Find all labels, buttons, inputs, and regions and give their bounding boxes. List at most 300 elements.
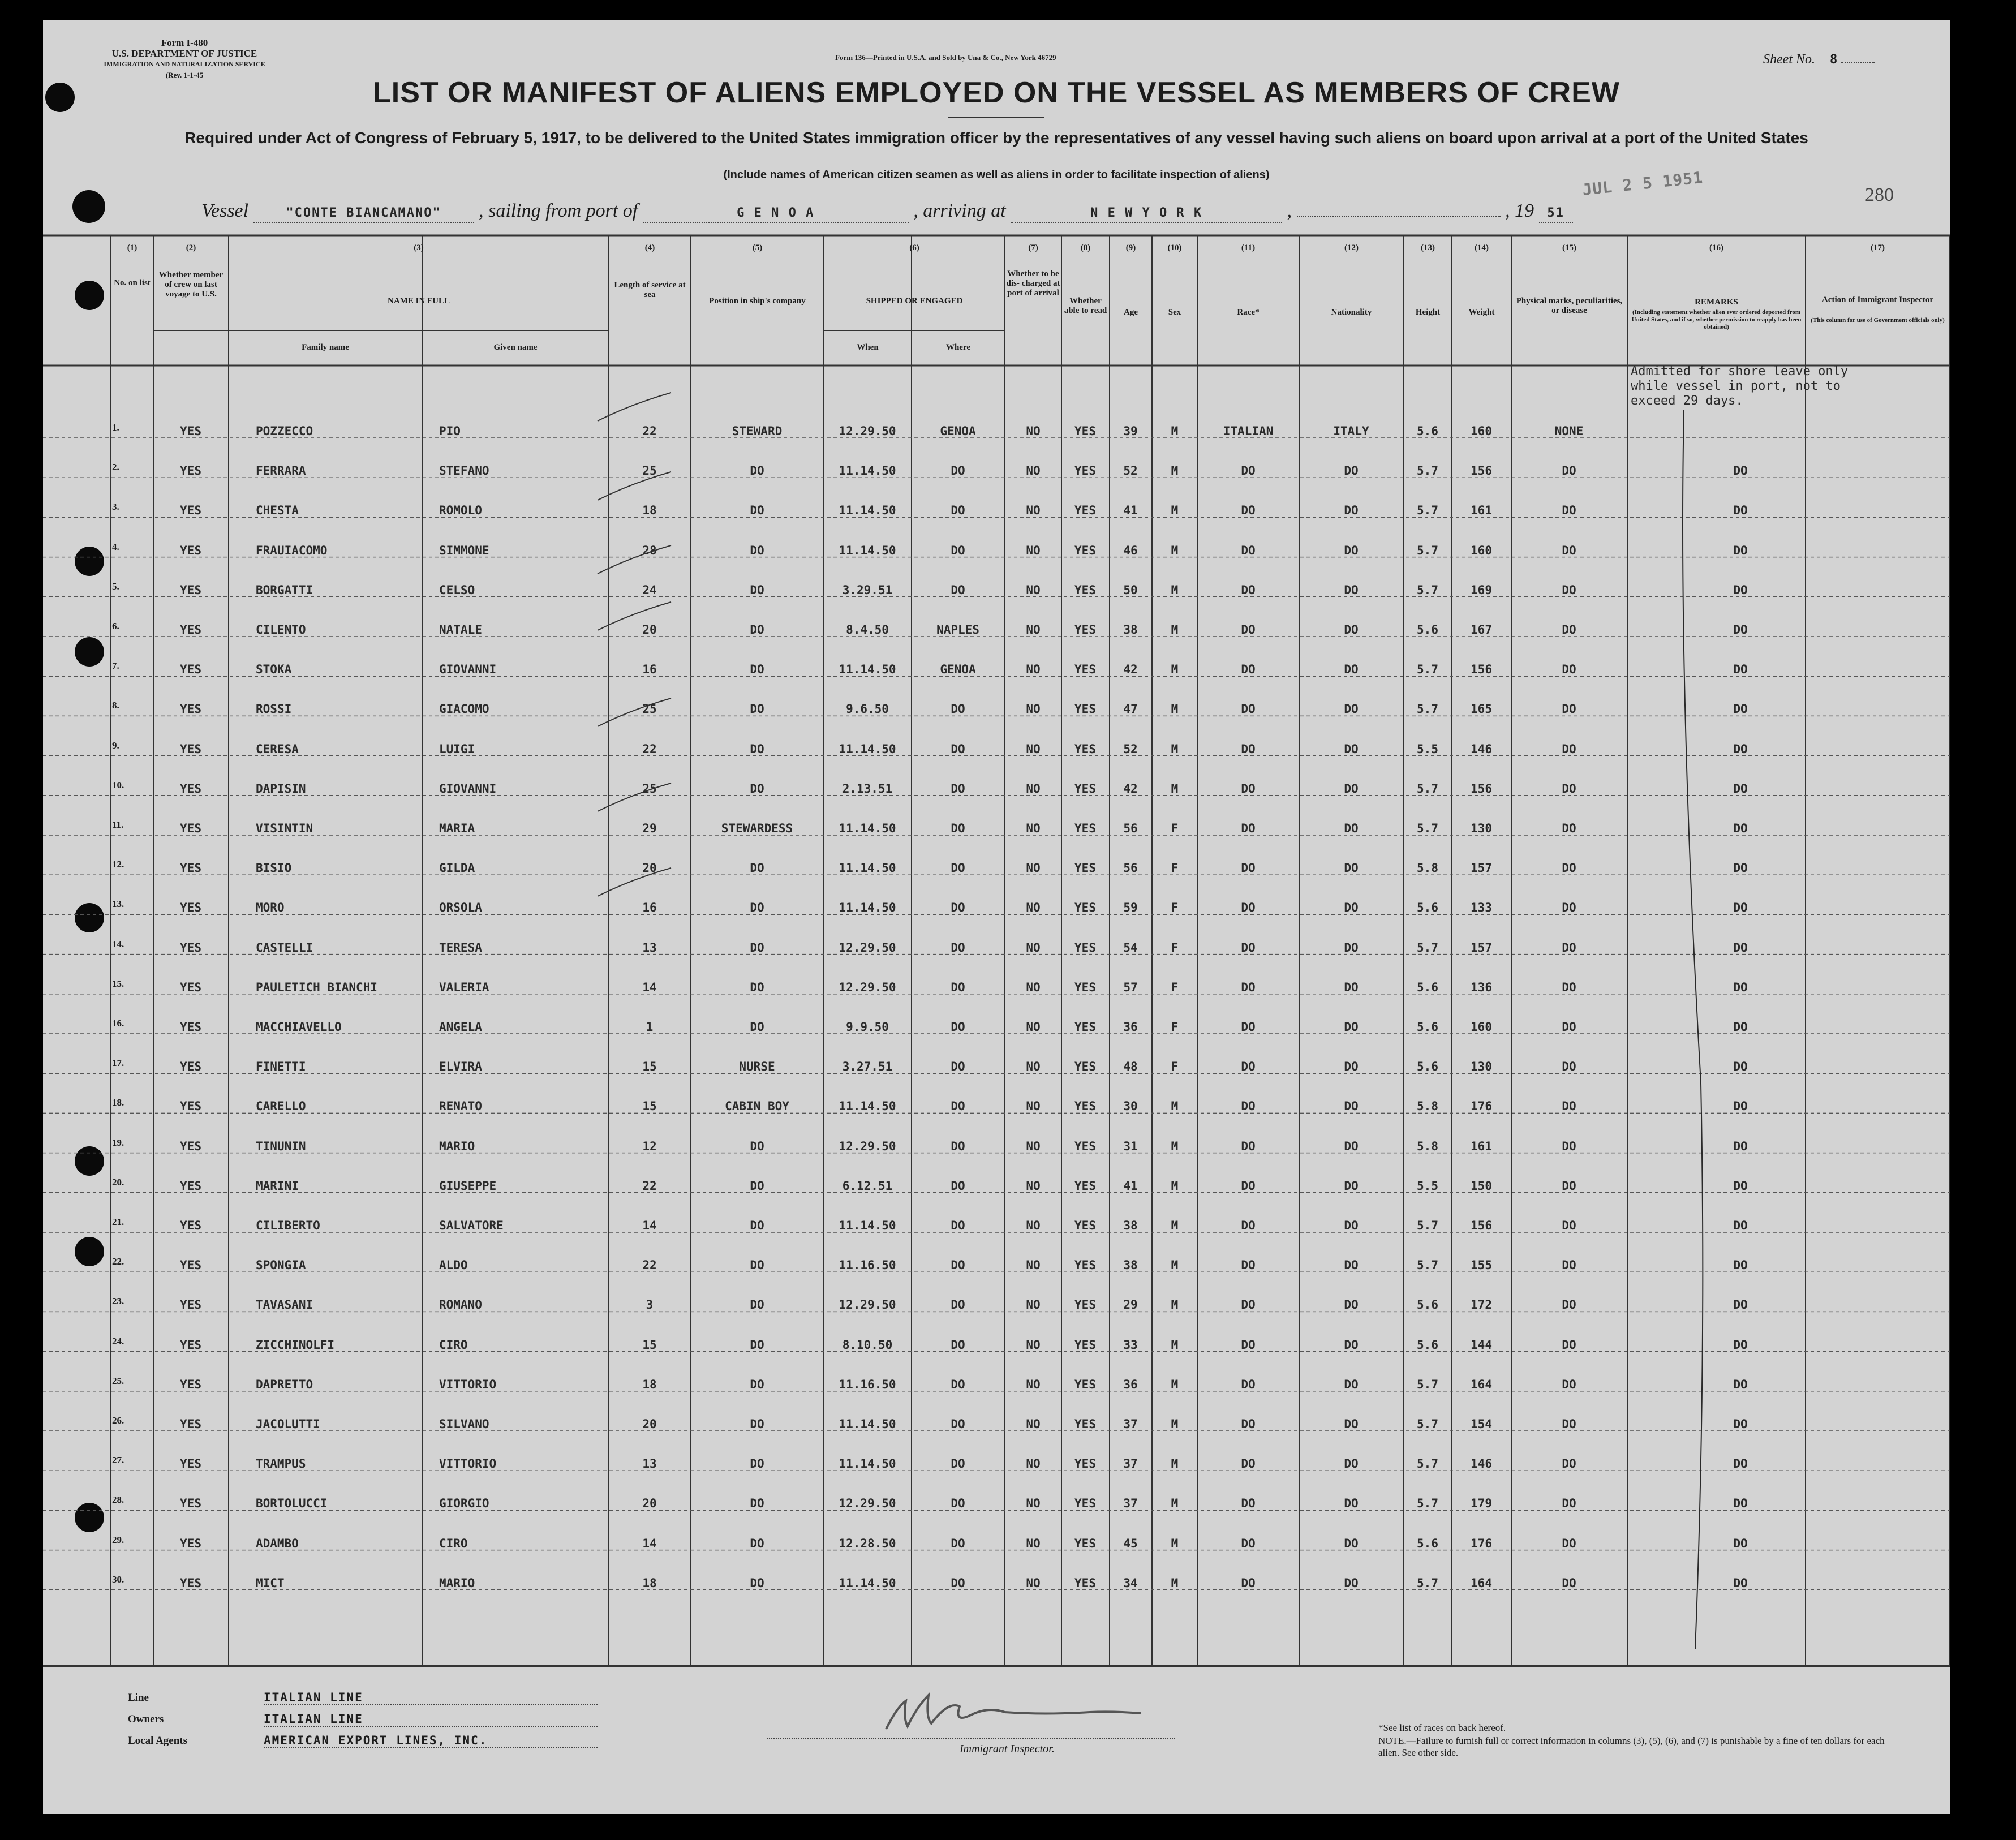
able-to-read: YES: [1074, 1417, 1096, 1431]
inspector-signature: [875, 1684, 1146, 1740]
weight: 150: [1471, 1179, 1492, 1193]
age: 46: [1123, 543, 1138, 557]
nationality: DO: [1344, 901, 1359, 915]
manifest-sheet: [43, 20, 1950, 1814]
arriving-label: , arriving at: [913, 200, 1006, 221]
height: 5.7: [1417, 1417, 1438, 1431]
discharged: NO: [1026, 1020, 1041, 1034]
given-name: GIACOMO: [439, 702, 489, 716]
row-number: 6.: [112, 621, 119, 631]
age: 50: [1123, 583, 1138, 597]
family-name: MICT: [256, 1576, 285, 1590]
column-number: (17): [1871, 243, 1885, 252]
given-name: CIRO: [439, 1536, 468, 1550]
remarks: DO: [1733, 781, 1748, 796]
sex: M: [1171, 1417, 1179, 1431]
length-of-service: 22: [642, 1258, 657, 1272]
remarks: DO: [1733, 940, 1748, 955]
given-name: MARIA: [439, 822, 475, 835]
age: 47: [1123, 702, 1138, 716]
discharged: NO: [1026, 940, 1041, 955]
nationality: DO: [1344, 1219, 1359, 1232]
edition: (Rev. 1-1-45: [165, 71, 204, 79]
remarks: DO: [1733, 1099, 1748, 1114]
length-of-service: 13: [642, 1457, 657, 1471]
last-voyage: YES: [180, 1536, 201, 1550]
physical-marks: DO: [1562, 663, 1576, 677]
family-name: CILENTO: [256, 623, 306, 637]
last-voyage: YES: [180, 901, 201, 915]
physical-marks: DO: [1562, 861, 1576, 875]
weight: 155: [1471, 1258, 1492, 1272]
able-to-read: YES: [1074, 822, 1096, 835]
nationality: DO: [1344, 1099, 1359, 1114]
last-voyage: YES: [180, 742, 201, 756]
given-name: NATALE: [439, 623, 482, 637]
title-underline: [948, 117, 1044, 118]
height: 5.6: [1417, 1338, 1438, 1352]
able-to-read: YES: [1074, 623, 1096, 637]
col-action-inspector: Action of Immigrant Inspector: [1821, 295, 1934, 304]
age: 39: [1123, 424, 1138, 438]
physical-marks: DO: [1562, 901, 1576, 915]
height: 5.6: [1417, 901, 1438, 915]
race: DO: [1241, 1020, 1256, 1034]
department: U.S. DEPARTMENT OF JUSTICE: [111, 48, 257, 59]
length-of-service: 25: [642, 702, 657, 716]
sex: F: [1171, 901, 1179, 915]
position: DO: [750, 742, 764, 756]
age: 36: [1123, 1020, 1138, 1034]
weight: 160: [1471, 1020, 1492, 1034]
sheet-label: Sheet No.: [1763, 52, 1815, 67]
sex: M: [1171, 623, 1179, 637]
age: 41: [1123, 504, 1138, 518]
given-name: GIORGIO: [439, 1497, 489, 1511]
given-name: TERESA: [439, 940, 482, 955]
shipped-when: 11.14.50: [839, 1219, 896, 1232]
weight: 130: [1471, 822, 1492, 835]
race: DO: [1241, 940, 1256, 955]
shipped-when: 11.14.50: [839, 1457, 896, 1471]
shipped-when: 6.12.51: [842, 1179, 893, 1193]
shipped-where: DO: [951, 822, 965, 835]
weight: 167: [1471, 623, 1492, 637]
last-voyage: YES: [180, 464, 201, 478]
row-number: 30.: [112, 1574, 124, 1585]
length-of-service: 28: [642, 543, 657, 557]
able-to-read: YES: [1074, 504, 1096, 518]
physical-marks: DO: [1562, 623, 1576, 637]
shipped-where: DO: [951, 1497, 965, 1511]
position: DO: [750, 543, 764, 557]
family-name: CERESA: [256, 742, 299, 756]
col-shipped-engaged: SHIPPED OR ENGAGED: [866, 296, 963, 306]
weight: 154: [1471, 1417, 1492, 1431]
length-of-service: 24: [642, 583, 657, 597]
shipped-where: DO: [951, 464, 965, 478]
document-subtitle: Required under Act of Congress of February 5, 1917, to be delivered to the United States immigration officer by the representatives of any vessel having such aliens on board upon arrival at a port of the United States: [184, 129, 1808, 147]
form-number: Form I-480: [161, 37, 208, 48]
height: 5.6: [1417, 1060, 1438, 1074]
able-to-read: YES: [1074, 1457, 1096, 1471]
given-name: GILDA: [439, 861, 475, 875]
length-of-service: 20: [642, 861, 657, 875]
nationality: DO: [1344, 1457, 1359, 1471]
position: DO: [750, 940, 764, 955]
remarks: DO: [1733, 1179, 1748, 1193]
inspector-label: Immigrant Inspector.: [960, 1743, 1055, 1755]
height: 5.6: [1417, 623, 1438, 637]
length-of-service: 20: [642, 1417, 657, 1431]
able-to-read: YES: [1074, 1576, 1096, 1590]
row-number: 11.: [112, 819, 124, 830]
discharged: NO: [1026, 781, 1041, 796]
column-number: (3): [414, 243, 424, 252]
race: DO: [1241, 663, 1256, 677]
row-number: 22.: [112, 1256, 124, 1267]
discharged: NO: [1026, 623, 1041, 637]
position: DO: [750, 781, 764, 796]
length-of-service: 16: [642, 901, 657, 915]
given-name: GIOVANNI: [439, 663, 497, 677]
form-identifier: [100, 37, 269, 80]
shipped-where: DO: [951, 1457, 965, 1471]
family-name: CARELLO: [256, 1099, 306, 1114]
last-voyage: YES: [180, 781, 201, 796]
nationality: DO: [1344, 1338, 1359, 1352]
race: DO: [1241, 1139, 1256, 1153]
given-name: STEFANO: [439, 464, 489, 478]
shipped-when: 12.29.50: [839, 980, 896, 994]
shipped-where: DO: [951, 861, 965, 875]
race: DO: [1241, 901, 1256, 915]
shipped-when: 12.28.50: [839, 1536, 896, 1550]
family-name: CHESTA: [256, 504, 299, 518]
length-of-service: 20: [642, 623, 657, 637]
age: 37: [1123, 1457, 1138, 1471]
shipped-when: 2.13.51: [842, 781, 893, 796]
last-voyage: YES: [180, 822, 201, 835]
length-of-service: 14: [642, 980, 657, 994]
nationality: DO: [1344, 1179, 1359, 1193]
nationality: DO: [1344, 1417, 1359, 1431]
last-voyage: YES: [180, 504, 201, 518]
discharged: NO: [1026, 1099, 1041, 1114]
height: 5.7: [1417, 464, 1438, 478]
row-number: 26.: [112, 1415, 124, 1426]
weight: 169: [1471, 583, 1492, 597]
sex: M: [1171, 1258, 1179, 1272]
physical-marks: DO: [1562, 980, 1576, 994]
shipped-where: DO: [951, 1179, 965, 1193]
race: DO: [1241, 1417, 1256, 1431]
remarks: DO: [1733, 1139, 1748, 1153]
col-physical-marks: Physical marks, peculiarities, or disease: [1516, 296, 1623, 315]
race: DO: [1241, 1219, 1256, 1232]
height: 5.7: [1417, 1377, 1438, 1391]
shipped-when: 11.14.50: [839, 742, 896, 756]
row-number: 8.: [112, 700, 119, 711]
age: 56: [1123, 861, 1138, 875]
nationality: DO: [1344, 1497, 1359, 1511]
column-number: (7): [1028, 243, 1038, 252]
nationality: DO: [1344, 583, 1359, 597]
remarks: DO: [1733, 702, 1748, 716]
row-number: 1.: [112, 422, 119, 433]
race: DO: [1241, 1179, 1256, 1193]
position: NURSE: [739, 1060, 775, 1074]
col-age: Age: [1124, 308, 1138, 317]
position: DO: [750, 464, 764, 478]
given-name: ORSOLA: [439, 901, 482, 915]
shipped-where: DO: [951, 1219, 965, 1232]
col-able-to-read: Whether able to read: [1064, 296, 1107, 315]
sex: M: [1171, 1377, 1179, 1391]
last-voyage: YES: [180, 1338, 201, 1352]
row-number: 21.: [112, 1216, 124, 1227]
shipped-where: DO: [951, 940, 965, 955]
shipped-where: DO: [951, 1338, 965, 1352]
row-number: 17.: [112, 1057, 124, 1069]
height: 5.7: [1417, 1219, 1438, 1232]
weight: 133: [1471, 901, 1492, 915]
last-voyage: YES: [180, 980, 201, 994]
shipped-when: 12.29.50: [839, 940, 896, 955]
physical-marks: DO: [1562, 1179, 1576, 1193]
given-name: VALERIA: [439, 980, 489, 994]
length-of-service: 14: [642, 1536, 657, 1550]
given-name: SIMMONE: [439, 543, 489, 557]
age: 33: [1123, 1338, 1138, 1352]
position: DO: [750, 623, 764, 637]
remarks: DO: [1733, 1020, 1748, 1034]
race: DO: [1241, 702, 1256, 716]
sex: M: [1171, 1457, 1179, 1471]
shipped-when: 9.6.50: [846, 702, 889, 716]
row-number: 13.: [112, 898, 124, 910]
given-name: VITTORIO: [439, 1457, 497, 1471]
race: DO: [1241, 1377, 1256, 1391]
weight: 130: [1471, 1060, 1492, 1074]
given-name: MARIO: [439, 1576, 475, 1590]
physical-marks: DO: [1562, 1099, 1576, 1114]
row-number: 3.: [112, 501, 119, 513]
row-number: 29.: [112, 1534, 124, 1545]
vessel-line: Vessel "CONTE BIANCAMANO" , sailing from port of G E N O A , arriving at N E W Y O R K , , 19 51: [201, 200, 1573, 223]
physical-marks: DO: [1562, 781, 1576, 796]
sex: F: [1171, 1020, 1179, 1034]
column-number: (13): [1421, 243, 1435, 252]
shipped-when: 12.29.50: [839, 1497, 896, 1511]
family-name: TINUNIN: [256, 1139, 306, 1153]
weight: 179: [1471, 1497, 1492, 1511]
shipped-when: 3.27.51: [842, 1060, 893, 1074]
sex: M: [1171, 1497, 1179, 1511]
position: DO: [750, 663, 764, 677]
remarks: DO: [1733, 1497, 1748, 1511]
remarks: DO: [1733, 504, 1748, 518]
last-voyage: YES: [180, 583, 201, 597]
shipped-when: 11.14.50: [839, 543, 896, 557]
able-to-read: YES: [1074, 1219, 1096, 1232]
position: DO: [750, 1020, 764, 1034]
age: 42: [1123, 663, 1138, 677]
column-number: (4): [644, 243, 655, 252]
nationality: DO: [1344, 543, 1359, 557]
height: 5.8: [1417, 861, 1438, 875]
race: ITALIAN: [1223, 424, 1274, 438]
family-name: PAULETICH BIANCHI: [256, 980, 377, 994]
sex: F: [1171, 1060, 1179, 1074]
sex: M: [1171, 663, 1179, 677]
shipped-when: 12.29.50: [839, 1298, 896, 1312]
shipped-when: 11.14.50: [839, 901, 896, 915]
age: 38: [1123, 1258, 1138, 1272]
remarks: DO: [1733, 663, 1748, 677]
position: STEWARDESS: [721, 822, 793, 835]
inspector-signature-line: [767, 1738, 1175, 1739]
sex: M: [1171, 1179, 1179, 1193]
col-remarks: REMARKS: [1695, 298, 1738, 307]
length-of-service: 13: [642, 940, 657, 955]
physical-marks: DO: [1562, 464, 1576, 478]
shipped-when: 11.16.50: [839, 1258, 896, 1272]
family-name: ROSSI: [256, 702, 292, 716]
number-stamp: 280: [1865, 184, 1894, 205]
departure-port: G E N O A: [737, 206, 815, 220]
row-number: 15.: [112, 978, 124, 989]
remarks: DO: [1733, 583, 1748, 597]
height: 5.5: [1417, 742, 1438, 756]
given-name: VITTORIO: [439, 1377, 497, 1391]
last-voyage: YES: [180, 424, 201, 438]
discharged: NO: [1026, 1576, 1041, 1590]
row-number: 18.: [112, 1097, 124, 1108]
shipped-where: DO: [951, 1377, 965, 1391]
physical-marks: DO: [1562, 1219, 1576, 1232]
nationality: DO: [1344, 1139, 1359, 1153]
length-of-service: 18: [642, 1377, 657, 1391]
last-voyage: YES: [180, 1497, 201, 1511]
physical-marks: DO: [1562, 1258, 1576, 1272]
height: 5.5: [1417, 1179, 1438, 1193]
column-number: (16): [1709, 243, 1723, 252]
remarks: DO: [1733, 1298, 1748, 1312]
sex: M: [1171, 702, 1179, 716]
family-name: CASTELLI: [256, 940, 313, 955]
discharged: NO: [1026, 663, 1041, 677]
given-name: MARIO: [439, 1139, 475, 1153]
shipped-when: 8.4.50: [846, 623, 889, 637]
age: 36: [1123, 1377, 1138, 1391]
last-voyage: YES: [180, 543, 201, 557]
able-to-read: YES: [1074, 1377, 1096, 1391]
owners-value: ITALIAN LINE: [264, 1712, 598, 1727]
family-name: DAPISIN: [256, 781, 306, 796]
family-name: BORGATTI: [256, 583, 313, 597]
col-last-voyage: Whether member of crew on last voyage to U.S.: [158, 270, 223, 299]
nationality: DO: [1344, 781, 1359, 796]
shipped-when: 11.14.50: [839, 822, 896, 835]
able-to-read: YES: [1074, 1536, 1096, 1550]
remarks: DO: [1733, 1457, 1748, 1471]
height: 5.7: [1417, 1576, 1438, 1590]
document-instruction: (Include names of American citizen seamen as well as aliens in order to facilitate inspection of aliens): [723, 169, 1270, 181]
given-name: ALDO: [439, 1258, 468, 1272]
shipped-where: DO: [951, 504, 965, 518]
race: DO: [1241, 1060, 1256, 1074]
shipped-when: 11.14.50: [839, 1417, 896, 1431]
discharged: NO: [1026, 1060, 1041, 1074]
length-of-service: 16: [642, 663, 657, 677]
given-name: ROMOLO: [439, 504, 482, 518]
last-voyage: YES: [180, 1576, 201, 1590]
row-number: 16.: [112, 1018, 124, 1029]
discharged: NO: [1026, 980, 1041, 994]
shipped-when: 11.14.50: [839, 464, 896, 478]
family-name: FINETTI: [256, 1060, 306, 1074]
row-number: 7.: [112, 660, 119, 672]
able-to-read: YES: [1074, 583, 1096, 597]
age: 57: [1123, 980, 1138, 994]
physical-marks: DO: [1562, 1338, 1576, 1352]
remarks: DO: [1733, 464, 1748, 478]
physical-marks: NONE: [1554, 424, 1584, 438]
arrival-port: N E W Y O R K: [1090, 206, 1203, 220]
age: 42: [1123, 781, 1138, 796]
col-length-of-service: Length of service at sea: [614, 281, 686, 299]
remarks: DO: [1733, 1338, 1748, 1352]
discharged: NO: [1026, 1417, 1041, 1431]
vessel-name: "CONTE BIANCAMANO": [286, 206, 441, 220]
col-no-on-list: No. on list: [114, 278, 151, 287]
position: DO: [750, 702, 764, 716]
row-number: 4.: [112, 541, 119, 552]
age: 45: [1123, 1536, 1138, 1550]
col-discharged: Whether to be dis- charged at port of arrival: [1006, 269, 1060, 298]
height: 5.7: [1417, 1497, 1438, 1511]
given-name: GIOVANNI: [439, 781, 497, 796]
shipped-when: 11.14.50: [839, 504, 896, 518]
last-voyage: YES: [180, 1298, 201, 1312]
length-of-service: 15: [642, 1099, 657, 1114]
age: 38: [1123, 1219, 1138, 1232]
age: 52: [1123, 464, 1138, 478]
family-name: STOKA: [256, 663, 292, 677]
able-to-read: YES: [1074, 424, 1096, 438]
family-name: MARINI: [256, 1179, 299, 1193]
age: 52: [1123, 742, 1138, 756]
shipped-where: DO: [951, 583, 965, 597]
row-number: 10.: [112, 779, 124, 790]
nationality: DO: [1344, 940, 1359, 955]
last-voyage: YES: [180, 702, 201, 716]
row-number: 27.: [112, 1455, 124, 1466]
column-number: (6): [909, 243, 919, 252]
remarks: DO: [1733, 901, 1748, 915]
remarks: DO: [1733, 543, 1748, 557]
height: 5.7: [1417, 940, 1438, 955]
position: STEWARD: [732, 424, 783, 438]
position: DO: [750, 980, 764, 994]
sex: F: [1171, 861, 1179, 875]
remarks: DO: [1733, 1377, 1748, 1391]
able-to-read: YES: [1074, 663, 1096, 677]
length-of-service: 12: [642, 1139, 657, 1153]
physical-marks: DO: [1562, 702, 1576, 716]
nationality: DO: [1344, 1576, 1359, 1590]
